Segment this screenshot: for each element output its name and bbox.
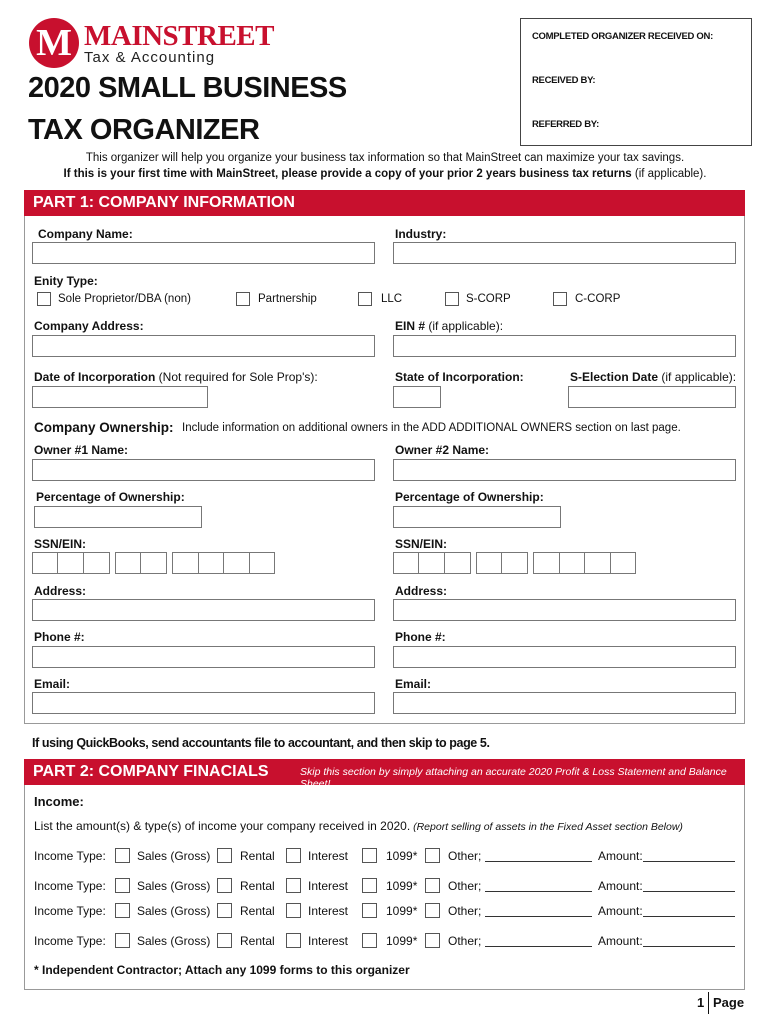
- page-title-line2: TAX ORGANIZER: [28, 114, 260, 146]
- income-1099-checkbox[interactable]: [362, 903, 377, 918]
- doi-label-bold: Date of Incorporation: [34, 370, 156, 384]
- owner2-pct-label: Percentage of Ownership:: [395, 490, 544, 504]
- owner2-phone-label: Phone #:: [395, 630, 446, 644]
- part1-title: PART 1: COMPANY INFORMATION: [33, 194, 295, 211]
- income-amount-label: Amount:: [598, 879, 643, 893]
- owner1-email-label: Email:: [34, 677, 71, 691]
- ein-input[interactable]: [393, 335, 736, 357]
- income-interest-checkbox[interactable]: [286, 848, 301, 863]
- page-number: 1: [697, 995, 705, 1010]
- owner1-address-label: Address:: [34, 584, 87, 598]
- owner2-phone-input[interactable]: [393, 646, 736, 668]
- income-sales-checkbox[interactable]: [115, 878, 130, 893]
- owner2-ssn-group1[interactable]: [393, 552, 471, 574]
- completed-received-label: COMPLETED ORGANIZER RECEIVED ON:: [532, 31, 713, 42]
- s-election-label: [570, 370, 736, 384]
- quickbooks-note: If using QuickBooks, send accountants file to accountant, and then skip to page 5.: [32, 736, 490, 750]
- page-title-line1: 2020 SMALL BUSINESS: [28, 72, 347, 104]
- industry-label: Industry:: [395, 227, 447, 241]
- industry-input[interactable]: [393, 242, 736, 264]
- company-name-input[interactable]: [32, 242, 375, 264]
- income-1099-label: 1099*: [386, 849, 418, 863]
- income-amount-label: Amount:: [598, 849, 643, 863]
- income-interest-checkbox[interactable]: [286, 903, 301, 918]
- company-address-label: Company Address:: [34, 319, 144, 333]
- owner2-address-input[interactable]: [393, 599, 736, 621]
- owner1-ssn-group1[interactable]: [32, 552, 110, 574]
- ein-label-bold: EIN #: [395, 319, 426, 333]
- income-rental-label: Rental: [240, 879, 275, 893]
- owner1-email-input[interactable]: [32, 692, 375, 714]
- income-1099-label: 1099*: [386, 879, 418, 893]
- income-interest-checkbox[interactable]: [286, 933, 301, 948]
- part1-header: [24, 190, 745, 216]
- intro-line2-bold: If this is your first time with MainStreet, please provide a copy of your prior 2 years business tax returns: [63, 168, 632, 180]
- income-sales-checkbox[interactable]: [115, 903, 130, 918]
- company-address-input[interactable]: [32, 335, 375, 357]
- state-inc-input[interactable]: [393, 386, 441, 408]
- owner2-email-label: Email:: [395, 677, 432, 691]
- entity-type-label: Enity Type:: [34, 274, 98, 288]
- income-rental-checkbox[interactable]: [217, 848, 232, 863]
- owner2-name-input[interactable]: [393, 459, 736, 481]
- income-1099-label: 1099*: [386, 934, 418, 948]
- income-other-line[interactable]: [485, 916, 592, 917]
- income-1099-checkbox[interactable]: [362, 933, 377, 948]
- income-other-label: Other;: [448, 904, 482, 918]
- owner1-ssn-label: SSN/EIN:: [34, 537, 87, 551]
- income-other-checkbox[interactable]: [425, 848, 440, 863]
- intro-line2: [0, 168, 770, 180]
- ein-label-normal: (if applicable):: [425, 319, 504, 333]
- income-interest-label: Interest: [308, 904, 349, 918]
- income-interest-label: Interest: [308, 934, 349, 948]
- partnership-checkbox[interactable]: [236, 292, 250, 306]
- intro-line1: This organizer will help you organize your business tax information so that MainStreet can maximize your tax savings.: [85, 152, 685, 164]
- referred-by-label: REFERRED BY:: [532, 119, 599, 130]
- income-sales-label: Sales (Gross): [137, 904, 211, 918]
- owner1-pct-input[interactable]: [34, 506, 202, 528]
- income-other-checkbox[interactable]: [425, 878, 440, 893]
- part2-header: [24, 759, 745, 790]
- income-amount-label: Amount:: [598, 904, 643, 918]
- owner1-phone-input[interactable]: [32, 646, 375, 668]
- sole-prop-checkbox[interactable]: [37, 292, 51, 306]
- income-desc-main: List the amount(s) & type(s) of income your company received in 2020.: [34, 819, 411, 833]
- owner1-pct-label: Percentage of Ownership:: [36, 490, 185, 504]
- income-other-checkbox[interactable]: [425, 933, 440, 948]
- income-type-label: Income Type:: [34, 934, 106, 948]
- income-footnote: * Independent Contractor; Attach any 1099 forms to this organizer: [34, 963, 410, 977]
- doi-label-normal: (Not required for Sole Prop's):: [155, 370, 318, 384]
- income-heading: Income:: [34, 794, 84, 809]
- owner1-ssn-group2[interactable]: [115, 552, 167, 574]
- income-amount-label: Amount:: [598, 934, 643, 948]
- ownership-note: Include information on additional owners in the ADD ADDITIONAL OWNERS section on last page.: [182, 422, 681, 434]
- income-amount-line[interactable]: [643, 861, 735, 862]
- owner2-ssn-group2[interactable]: [476, 552, 528, 574]
- state-inc-label: State of Incorporation:: [395, 370, 524, 384]
- company-name-label: Company Name:: [38, 227, 133, 241]
- income-other-checkbox[interactable]: [425, 903, 440, 918]
- income-sales-checkbox[interactable]: [115, 848, 130, 863]
- income-desc-italic: (Report selling of assets in the Fixed Asset section Below): [410, 821, 683, 833]
- income-other-label: Other;: [448, 879, 482, 893]
- part2-title: PART 2: COMPANY FINACIALS: [33, 763, 269, 780]
- owner2-ssn-label: SSN/EIN:: [395, 537, 448, 551]
- income-amount-line[interactable]: [643, 946, 735, 947]
- s-election-label-bold: S-Election Date: [570, 370, 659, 384]
- income-other-line[interactable]: [485, 891, 592, 892]
- income-sales-label: Sales (Gross): [137, 934, 211, 948]
- owner2-email-input[interactable]: [393, 692, 736, 714]
- income-type-label: Income Type:: [34, 879, 106, 893]
- brand-tagline: Tax & Accounting: [84, 49, 216, 66]
- income-interest-checkbox[interactable]: [286, 878, 301, 893]
- ownership-heading: Company Ownership:: [34, 420, 174, 435]
- income-type-label: Income Type:: [34, 904, 106, 918]
- owner2-pct-input[interactable]: [393, 506, 561, 528]
- intro-line2-normal: (if applicable).: [631, 168, 707, 180]
- logo-letter: M: [36, 22, 72, 64]
- doi-label: [34, 370, 318, 384]
- owner2-name-label: Owner #2 Name:: [395, 443, 490, 457]
- llc-checkbox[interactable]: [358, 292, 372, 306]
- owner2-address-label: Address:: [395, 584, 448, 598]
- page-divider: [708, 992, 709, 1014]
- c-corp-label: C-CORP: [575, 293, 621, 305]
- income-interest-label: Interest: [308, 879, 349, 893]
- owner1-name-input[interactable]: [32, 459, 375, 481]
- income-description: [34, 819, 683, 833]
- partnership-label: Partnership: [258, 293, 317, 305]
- owner1-name-label: Owner #1 Name:: [34, 443, 129, 457]
- income-rental-label: Rental: [240, 934, 275, 948]
- doi-input[interactable]: [32, 386, 208, 408]
- ein-label: [395, 319, 503, 333]
- income-rental-checkbox[interactable]: [217, 903, 232, 918]
- page-label: Page: [713, 995, 745, 1010]
- income-sales-label: Sales (Gross): [137, 879, 211, 893]
- owner1-address-input[interactable]: [32, 599, 375, 621]
- owner2-ssn-group3[interactable]: [533, 552, 636, 574]
- part2-note: Skip this section by simply attaching an accurate 2020 Profit & Loss Statement and Balance Sheet!: [300, 766, 727, 790]
- income-rental-checkbox[interactable]: [217, 878, 232, 893]
- income-other-line[interactable]: [485, 946, 592, 947]
- income-rental-label: Rental: [240, 849, 275, 863]
- owner1-ssn-group3[interactable]: [172, 552, 275, 574]
- llc-label: LLC: [381, 293, 403, 305]
- s-corp-checkbox[interactable]: [445, 292, 459, 306]
- income-other-label: Other;: [448, 849, 482, 863]
- income-interest-label: Interest: [308, 849, 349, 863]
- s-corp-label: S-CORP: [466, 293, 511, 305]
- income-1099-checkbox[interactable]: [362, 878, 377, 893]
- income-rental-label: Rental: [240, 904, 275, 918]
- sole-prop-label: Sole Proprietor/DBA (non): [58, 293, 191, 305]
- income-amount-line[interactable]: [643, 916, 735, 917]
- s-election-input[interactable]: [568, 386, 736, 408]
- brand-name: MAINSTREET: [84, 20, 274, 52]
- income-amount-line[interactable]: [643, 891, 735, 892]
- income-1099-checkbox[interactable]: [362, 848, 377, 863]
- s-election-label-normal: (if applicable):: [658, 370, 737, 384]
- income-other-label: Other;: [448, 934, 482, 948]
- income-sales-label: Sales (Gross): [137, 849, 211, 863]
- income-other-line[interactable]: [485, 861, 592, 862]
- income-rental-checkbox[interactable]: [217, 933, 232, 948]
- received-by-label: RECEIVED BY:: [532, 75, 596, 86]
- income-sales-checkbox[interactable]: [115, 933, 130, 948]
- income-1099-label: 1099*: [386, 904, 418, 918]
- income-type-label: Income Type:: [34, 849, 106, 863]
- c-corp-checkbox[interactable]: [553, 292, 567, 306]
- owner1-phone-label: Phone #:: [34, 630, 85, 644]
